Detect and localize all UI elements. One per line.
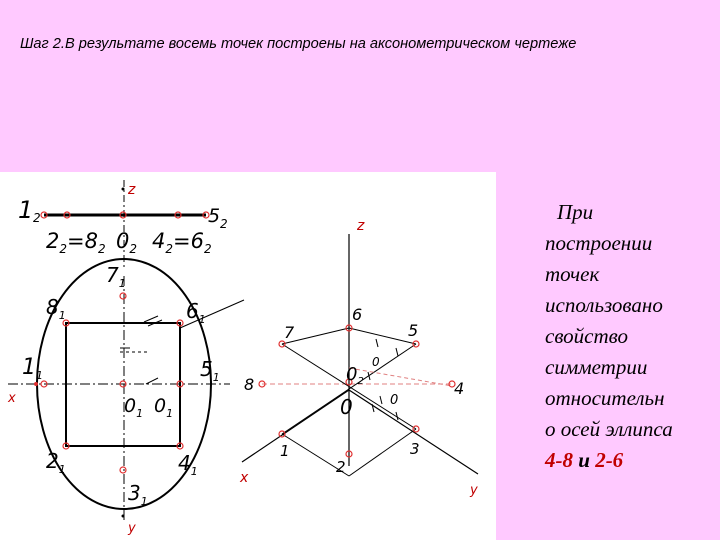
- axis-2-6: 2-6: [595, 448, 624, 472]
- conjunction: и: [578, 448, 590, 472]
- explanation-line: При: [557, 200, 594, 224]
- explanation-line: симметрии: [545, 355, 648, 379]
- axo-label-7: 7: [284, 323, 295, 342]
- label-1-1: $1_1$: [22, 355, 43, 382]
- explanation-line: построении: [545, 231, 653, 255]
- axo-z-label: z: [357, 218, 365, 234]
- axo-label-6: 6: [352, 305, 363, 324]
- svg-text:2: 2: [33, 211, 41, 225]
- axo-label-8: 8: [244, 375, 255, 394]
- left-z-label: z: [128, 182, 136, 198]
- svg-text:2: 2: [220, 217, 228, 231]
- left-x-label: x: [8, 391, 16, 406]
- explanation-text: [545, 197, 715, 476]
- label-6-1: $6_1$: [186, 299, 206, 326]
- step-label: Шаг 2.: [20, 36, 65, 52]
- explanation-line: свойство: [545, 324, 628, 348]
- step-text: В результате восемь точек построены на аксонометрическом чертеже: [64, 36, 577, 52]
- drawing-panel: [0, 172, 496, 540]
- axo-x-axis: [242, 390, 349, 462]
- axo-label-0-2: $0_2$: [346, 364, 364, 387]
- label-0-1-b: $0_1$: [154, 395, 174, 420]
- axo-label-3: 3: [410, 440, 420, 458]
- explanation-line: о осей эллипса: [545, 417, 673, 441]
- axo-x-label: x: [240, 470, 249, 486]
- axonometric-view: [242, 234, 478, 476]
- slide-title: [20, 36, 710, 52]
- label-0-1: $0_1$: [124, 395, 144, 420]
- axis-4-8: 4-8: [545, 448, 573, 472]
- axo-y-axis: [349, 390, 478, 474]
- label-4-6-2: $4_2=6_2$: [152, 229, 212, 256]
- explanation-line: использовано: [545, 293, 663, 317]
- left-y-label: y: [128, 521, 136, 536]
- axo-label-4: 4: [454, 379, 465, 398]
- plan-view: [8, 259, 244, 522]
- axo-label-0-small: 0: [372, 355, 380, 369]
- point-7-1: [120, 293, 126, 299]
- explanation-line: точек: [545, 262, 600, 286]
- axo-label-0-center: 0: [390, 393, 399, 408]
- label-7-1: $7_1$: [106, 263, 126, 290]
- point-3-1: [120, 467, 126, 473]
- axo-label-5: 5: [408, 321, 419, 340]
- label-3-1: $3_1$: [128, 481, 148, 508]
- axo-label-0: 0: [340, 395, 353, 419]
- label-1-2: 1: [18, 196, 34, 224]
- axo-label-1: 1: [280, 442, 290, 460]
- axes-line: [545, 445, 715, 476]
- axonometric-drawing: [0, 172, 496, 540]
- label-0-2: $0_2$: [116, 229, 138, 256]
- axo-line-2-3: [349, 429, 416, 476]
- label-8-1: $8_1$: [46, 295, 66, 322]
- label-2-1: $2_1$: [46, 449, 66, 476]
- axo-label-2: 2: [336, 458, 346, 476]
- label-4-1: $4_1$: [178, 451, 198, 478]
- axo-y-label: y: [470, 483, 478, 498]
- explanation-line: относительн: [545, 386, 665, 410]
- label-2-8-2: $2_2=8_2$: [46, 229, 106, 256]
- label-5-1: $5_1$: [200, 357, 220, 384]
- label-5-2: 5: [208, 205, 221, 227]
